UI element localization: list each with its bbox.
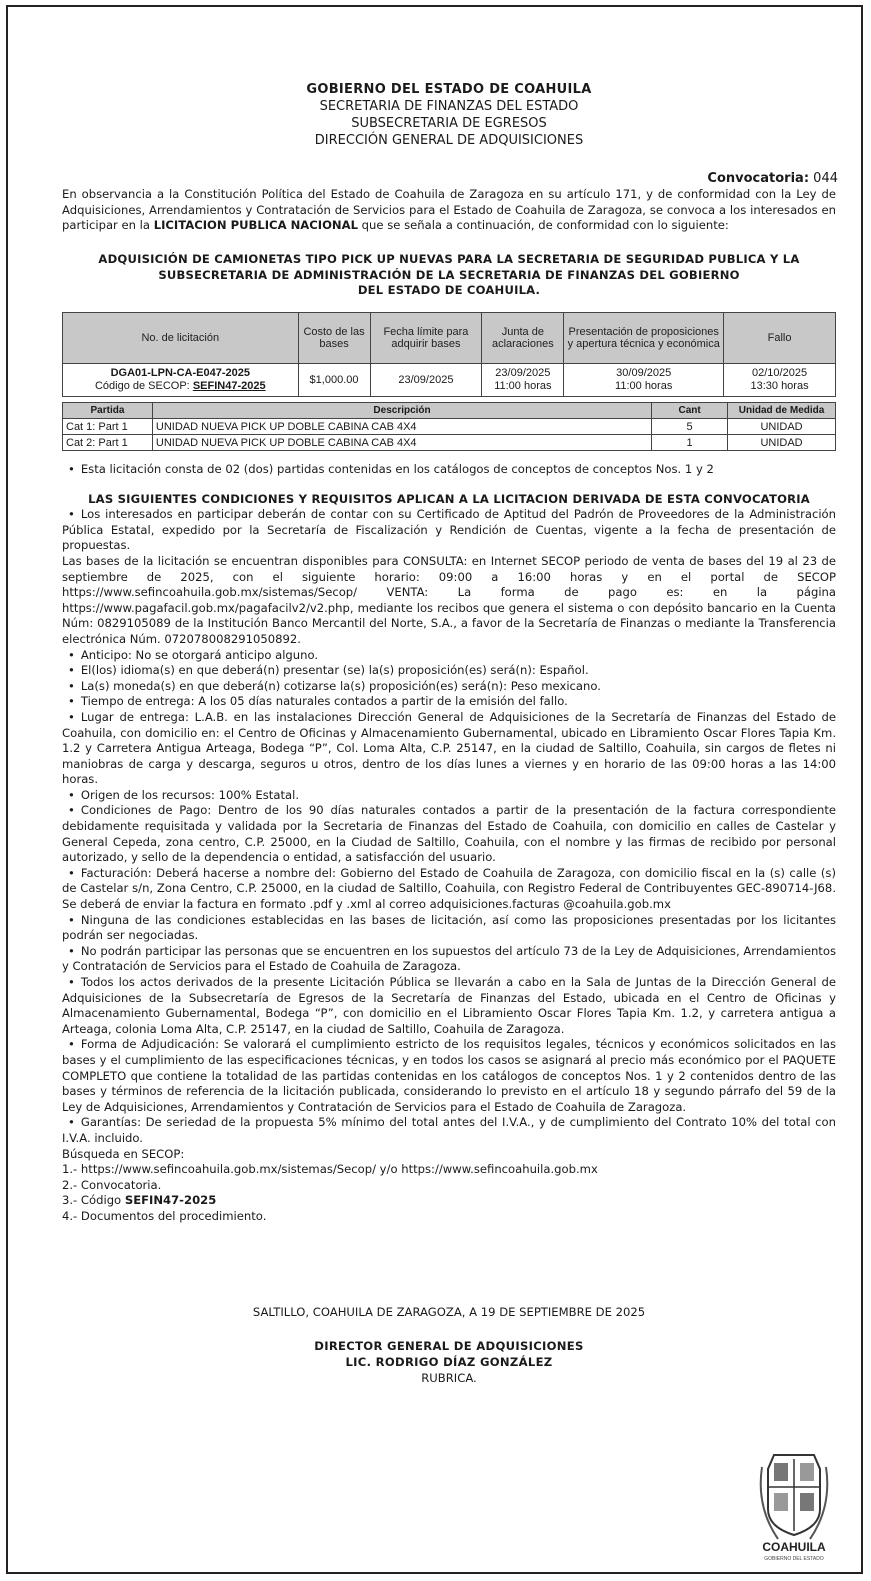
rubrica: RUBRICA. xyxy=(421,1371,477,1385)
condition-item: • Condiciones de Pago: Dentro de los 90 días naturales contados a partir de la presentación de la factura correspondiente debidamente requisitada y validada por la Secretaria de Finanzas del Estado de Coahuila, con domicilio en calles de Castelar y General Cepeda, zona centro, C.P. 25000, en la Ciudad de Saltillo, Coahuila, con el nombre y las firmas de recibido por personal autorizado, y sello de la dependencia o entidad, a satisfacción del usuario. xyxy=(62,803,836,865)
unidad-cell: UNIDAD xyxy=(728,435,836,451)
logo-text: COAHUILA xyxy=(762,1540,826,1554)
intro-text-a: En observancia a la Constitución Política del Estado de Coahuila de Zaragoza en su artículo 171, y de conformidad con la Ley de Adquisiciones, Arrendamientos y Contratación de Servicios para el Estado de Coahuila de Zaragoza, se convoca a los interesados en participar en la xyxy=(62,187,836,233)
convocatoria-label: Convocatoria: xyxy=(707,171,810,186)
convocatoria-value: 044 xyxy=(813,171,838,186)
signer-position: DIRECTOR GENERAL DE ADQUISICIONES xyxy=(314,1339,584,1353)
fecha-limite-cell: 23/09/2025 xyxy=(370,364,482,397)
costo-cell: $1,000.00 xyxy=(298,364,370,397)
signer-name: LIC. RODRIGO DÍAZ GONZÁLEZ xyxy=(345,1355,553,1369)
procurement-title xyxy=(62,252,836,299)
col-header: Fecha límite para adquirir bases xyxy=(370,313,482,364)
partidas-note: • Esta licitación consta de 02 (dos) partidas contenidas en los catálogos de conceptos de conceptos Nos. 1 y 2 xyxy=(62,462,836,478)
licitacion-number-cell xyxy=(63,364,299,397)
fallo-cell xyxy=(724,364,836,397)
convocatoria-number xyxy=(707,171,838,186)
condition-item: • Garantías: De seriedad de la propuesta 5% mínimo del total antes del I.V.A., y de cumplimiento del Contrato 10% del total con I.V.A. incluido. xyxy=(62,1115,836,1146)
condition-item: • Todos los actos derivados de la presente Licitación Pública se llevarán a cabo en la Sala de Juntas de la Dirección General de Adquisiciones de la Subsecretaría de Egresos de la Secretaría de Finanzas del Estado, ubicada en el Centro de Oficinas y Almacenamiento Gubernamental, Bodega “P”, con domicilio en el Libramiento Oscar Flores Tapia Km. 1.2, y carretera antigua a Arteaga, colonia Loma Alta, C.P. 25147, en la ciudad de Saltillo, Coahuila de Zaragoza. xyxy=(62,975,836,1037)
condition-item: • Los interesados en participar deberán de contar con su Certificado de Aptitud del Padrón de Proveedores de la Administración Pública Estatal, expedido por la Secretaría de Fiscalización y Rendición de Cuentas, vigente a la fecha de presentación de propuestas. xyxy=(62,507,836,554)
table-row xyxy=(63,435,836,451)
condition-item: • Ninguna de las condiciones establecidas en las bases de licitación, así como las proposiciones presentadas por los licitantes podrán ser negociadas. xyxy=(62,913,836,944)
cant-cell: 5 xyxy=(652,419,728,435)
col-header: Cant xyxy=(652,403,728,419)
search-title: Búsqueda en SECOP: xyxy=(62,1146,185,1161)
condition-item: • Origen de los recursos: 100% Estatal. xyxy=(62,788,836,804)
partidas-table xyxy=(62,402,836,451)
header-secretaria: SECRETARIA DE FINANZAS DEL ESTADO xyxy=(319,99,579,114)
condition-item: • Facturación: Deberá hacerse a nombre del: Gobierno del Estado de Coahuila de Zaragoza, con domicilio fiscal en la (s) calle (s) de Castelar s/n, Zona Centro, C.P. 25000, en la ciudad de Saltillo, Coahuila, con Registro Federal de Contribuyentes GEC-890714-J68. Se deberá de enviar la factura en formato .pdf y .xml al correo adquisiciones.facturas @coahuila.gob.mx xyxy=(62,866,836,913)
conditions-body xyxy=(62,462,836,1225)
unidad-cell: UNIDAD xyxy=(728,419,836,435)
search-step: 4.- Documentos del procedimiento. xyxy=(62,1208,267,1223)
partida-cell: Cat 2: Part 1 xyxy=(63,435,153,451)
condition-item: • Forma de Adjudicación: Se valorará el cumplimiento estricto de los requisitos legales, técnicos y económicos solicitados en las bases y el cumplimiento de las especificaciones técnicas, y en todos los casos se asignará al precio más económico por el PAQUETE COMPLETO que contiene la totalidad de las partidas contenidas en los catálogos de conceptos Nos. 1 y 2 contenidos dentro de las bases y términos de referencia de la licitación publicada, considerando lo previsto en el artículo 18 y segundo párrafo del 59 de la Ley de Adquisiciones, Arrendamientos y Contratación de Servicios para el Estado de Coahuila de Zaragoza. xyxy=(62,1037,836,1115)
descripcion-cell: UNIDAD NUEVA PICK UP DOBLE CABINA CAB 4X4 xyxy=(152,435,651,451)
intro-text-bold: LICITACION PUBLICA NACIONAL xyxy=(153,218,358,233)
cant-cell: 1 xyxy=(652,435,728,451)
condition-item: • Lugar de entrega: L.A.B. en las instalaciones Dirección General de Adquisiciones de la Secretaría de Finanzas del Estado de Coahuila, con domicilio en: el Centro de Oficinas y Almacenamiento Gubernamental, ubicado en Libramiento Oscar Flores Tapia Km. 1.2 y Carretera Antigua Arteaga, Bodega “P”, Col. Loma Alta, C.P. 25147, en la ciudad de Saltillo, Coahuila, sin cargos de fletes ni maniobras de carga y descarga, seguros u otros, dentro de los días lunes a viernes y en horario de las 09:00 horas a las 14:00 horas. xyxy=(62,710,836,788)
licitacion-header-row xyxy=(63,313,836,364)
condition-item: • Anticipo: No se otorgará anticipo alguno. xyxy=(62,648,836,664)
licitacion-number: DGA01-LPN-CA-E047-2025 xyxy=(110,367,250,379)
header-direccion: DIRECCIÓN GENERAL DE ADQUISICIONES xyxy=(314,133,584,148)
junta-cell xyxy=(482,364,564,397)
licitacion-row xyxy=(63,364,836,397)
document-frame xyxy=(6,5,863,1574)
col-header: Unidad de Medida xyxy=(728,403,836,419)
col-header: Fallo xyxy=(724,313,836,364)
col-header: Junta de aclaraciones xyxy=(482,313,564,364)
fallo-fecha: 02/10/2025 xyxy=(752,367,808,379)
condition-item: • No podrán participar las personas que se encuentren en los supuestos del artículo 73 de la Ley de Adquisiciones, Arrendamientos y Contratación de Servicios para el Estado de Coahuila de Zaragoza. xyxy=(62,944,836,975)
condition-item: • El(los) idioma(s) en que deberá(n) presentar (se) la(s) proposición(es) será(n): Español. xyxy=(62,663,836,679)
intro-paragraph xyxy=(62,187,836,234)
intro-text-b: que se señala a continuación, de conformidad con lo siguiente: xyxy=(358,218,729,233)
coahuila-logo xyxy=(754,1447,834,1567)
condition-item: Las bases de la licitación se encuentran disponibles para CONSULTA: en Internet SECOP periodo de venta de bases del 19 al 23 de septiembre de 2025, con el siguiente horario: 09:00 a 16:00 horas y en el portal de SECOP https://www.sefincoahuila.gob.mx/sistemas/Secop/ VENTA: La forma de pago es: en la página https://www.pagafacil.gob.mx/pagafacilv2/v2.php, mediante los recibos que genera el sistema o con depósito bancario en la Cuenta Núm: 0829105089 de la Institución Banco Mercantil del Norte, S.A., a favor de la Secretaría de Finanzas o mediante la Transferencia electrónica Núm. 072078008291050892. xyxy=(62,553,836,646)
coat-of-arms-icon xyxy=(754,1447,834,1567)
document-header xyxy=(62,81,836,149)
secop-code: SEFIN47-2025 xyxy=(192,380,266,392)
title-line-1: ADQUISICIÓN DE CAMIONETAS TIPO PICK UP NUEVAS PARA LA SECRETARIA DE SEGURIDAD PUBLICA Y LA xyxy=(98,252,800,266)
secop-label: Código de SECOP: xyxy=(94,380,193,392)
col-header: No. de licitación xyxy=(63,313,299,364)
place-date: SALTILLO, COAHUILA DE ZARAGOZA, A 19 DE SEPTIEMBRE DE 2025 xyxy=(252,1305,646,1319)
presentacion-cell xyxy=(564,364,724,397)
col-header: Partida xyxy=(63,403,153,419)
search-step: 2.- Convocatoria. xyxy=(62,1177,162,1192)
search-step-code: SEFIN47-2025 xyxy=(124,1193,217,1208)
title-line-2: SUBSECRETARIA DE ADMINISTRACIÓN DE LA SECRETARIA DE FINANZAS DEL GOBIERNO xyxy=(158,267,740,282)
search-step: 1.- https://www.sefincoahuila.gob.mx/sistemas/Secop/ y/o https://www.sefincoahuila.gob.mx xyxy=(62,1162,598,1177)
descripcion-cell: UNIDAD NUEVA PICK UP DOBLE CABINA CAB 4X4 xyxy=(152,419,651,435)
search-step-label: 3.- Código xyxy=(62,1193,125,1208)
col-header: Costo de las bases xyxy=(298,313,370,364)
presentacion-hora: 11:00 horas xyxy=(615,380,673,392)
header-government: GOBIERNO DEL ESTADO DE COAHUILA xyxy=(306,82,592,97)
conditions-title: LAS SIGUIENTES CONDICIONES Y REQUISITOS APLICAN A LA LICITACION DERIVADA DE ESTA CONVOCATORIA xyxy=(88,491,810,506)
junta-hora: 11:00 horas xyxy=(494,380,552,392)
presentacion-fecha: 30/09/2025 xyxy=(616,367,672,379)
logo-subtext: GOBIERNO DEL ESTADO xyxy=(764,1556,824,1562)
col-header: Descripción xyxy=(152,403,651,419)
search-step xyxy=(62,1193,836,1209)
licitacion-table xyxy=(62,312,836,397)
col-header: Presentación de proposiciones y apertura técnica y económica xyxy=(564,313,724,364)
table-row xyxy=(63,419,836,435)
partida-cell: Cat 1: Part 1 xyxy=(63,419,153,435)
condition-item: • La(s) moneda(s) en que deberá(n) cotizarse la(s) proposición(es) será(n): Peso mexicano. xyxy=(62,679,836,695)
condition-item: • Tiempo de entrega: A los 05 días naturales contados a partir de la emisión del fallo. xyxy=(62,694,836,710)
signature-block xyxy=(62,1304,836,1386)
partidas-header-row xyxy=(63,403,836,419)
header-subsecretaria: SUBSECRETARIA DE EGRESOS xyxy=(351,116,547,131)
junta-fecha: 23/09/2025 xyxy=(495,367,551,379)
title-line-3: DEL ESTADO DE COAHUILA. xyxy=(357,283,541,298)
fallo-hora: 13:30 horas xyxy=(750,380,809,392)
